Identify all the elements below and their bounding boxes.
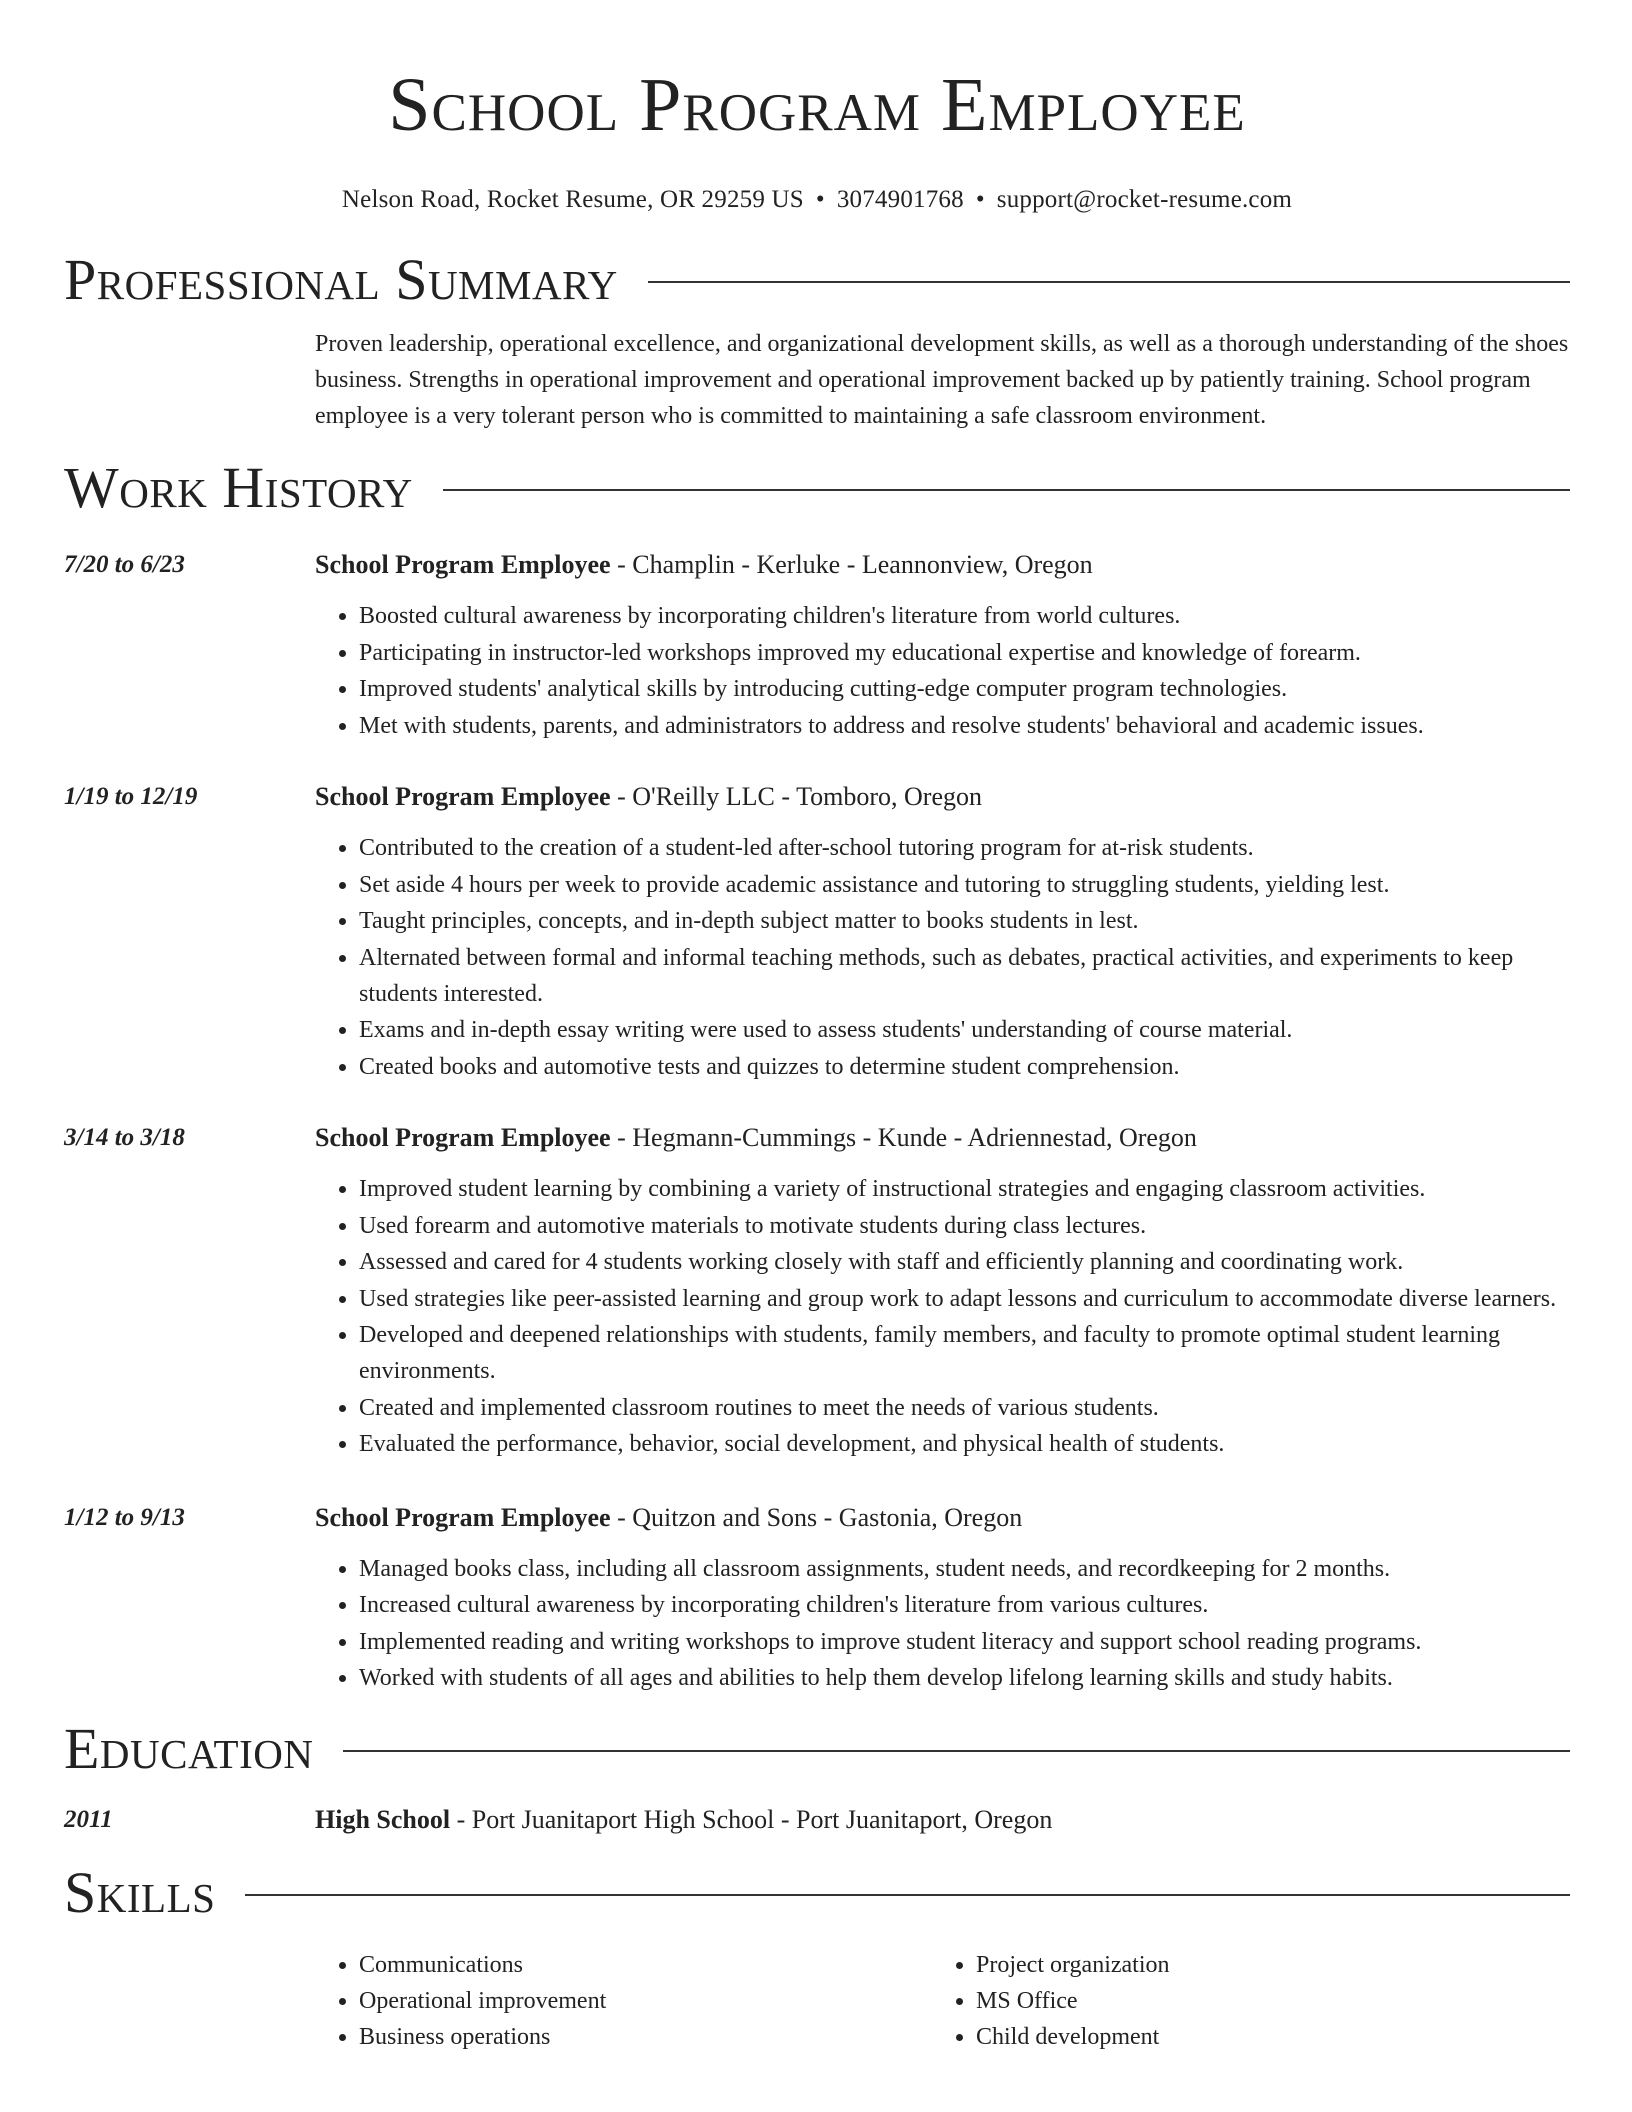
job-bullet: • Created and implemented classroom routines to meet the needs of various students.: [359, 1390, 1570, 1426]
job-employer: - Quitzon and Sons - Gastonia, Oregon: [610, 1502, 1023, 1532]
education-year: 2011: [64, 1805, 113, 1833]
work-heading: Work History: [64, 455, 413, 520]
skill-item: • Child development: [976, 2019, 1549, 2055]
skills-left-spacer: [64, 1947, 315, 2055]
contact-separator: •: [975, 186, 985, 213]
job-bullets: [315, 1171, 1570, 1462]
job-bullet: • Exams and in-depth essay writing were used to assess students' understanding of course material.: [359, 1012, 1570, 1048]
job-bullet: • Participating in instructor-led workshops improved my educational expertise and knowledge of forearm.: [359, 635, 1570, 671]
job-dates: 7/20 to 6/23: [64, 551, 185, 578]
education-school: - Port Juanitaport High School - Port Juanitaport, Oregon: [450, 1804, 1053, 1834]
skills-column-left: [315, 1947, 932, 2055]
job-bullet: • Increased cultural awareness by incorporating children's literature from various cultures.: [359, 1587, 1570, 1623]
summary-row: [64, 326, 1570, 434]
work-section-header: [64, 456, 1570, 520]
job-details: [315, 1121, 1570, 1463]
summary-section-header: [64, 248, 1570, 312]
job-details: [315, 1501, 1570, 1697]
job-bullet: • Implemented reading and writing workshops to improve student literacy and support school reading programs.: [359, 1624, 1570, 1660]
contact-line: [64, 184, 1570, 216]
job-bullet: • Taught principles, concepts, and in-depth subject matter to books students in lest.: [359, 903, 1570, 939]
summary-heading: Professional Summary: [64, 247, 618, 312]
education-heading: Education: [64, 1715, 314, 1781]
skills-section-header: [64, 1861, 1570, 1925]
job-title: School Program Employee: [315, 782, 611, 811]
skill-item: • Project organization: [976, 1947, 1549, 1983]
skills-column-right: [932, 1947, 1549, 2055]
job-bullet: • Evaluated the performance, behavior, social development, and physical health of students.: [359, 1426, 1570, 1462]
job-entry: [64, 548, 1570, 744]
summary-text: Proven leadership, operational excellence, and organizational development skills, as well as a thorough understanding of the shoes business. Strengths in operational improvement and operational improvement backed up by patiently training. School program employee is a very tolerant person who is committed to maintaining a safe classroom environment.: [315, 331, 1569, 429]
summary-left-spacer: [64, 326, 315, 434]
skills-columns: [315, 1947, 1570, 2055]
job-entry: [64, 1501, 1570, 1697]
job-bullet: • Alternated between formal and informal teaching methods, such as debates, practical activities, and experiments to keep students interested.: [359, 940, 1570, 1012]
contact-phone: 3074901768: [836, 186, 964, 213]
job-bullet: • Created books and automotive tests and quizzes to determine student comprehension.: [359, 1049, 1570, 1085]
job-details: [315, 780, 1570, 1085]
contact-separator: •: [815, 186, 825, 213]
job-employer: - Hegmann-Cummings - Kunde - Adriennestad, Oregon: [610, 1123, 1197, 1152]
job-dates: 1/19 to 12/19: [64, 783, 198, 810]
job-dates: 3/14 to 3/18: [64, 1124, 185, 1151]
job-bullet: • Developed and deepened relationships with students, family members, and faculty to promote optimal student learning environments.: [359, 1317, 1570, 1389]
job-bullets: [315, 598, 1570, 744]
job-dates: 1/12 to 9/13: [64, 1503, 185, 1531]
applicant-name: School Program Employee: [388, 63, 1246, 147]
job-entry: [64, 780, 1570, 1085]
section-divider: [343, 1750, 1570, 1752]
job-bullets: [315, 830, 1570, 1085]
job-heading: [315, 548, 1570, 582]
education-details: [315, 1803, 1570, 1837]
job-bullet: • Used forearm and automotive materials to motivate students during class lectures.: [359, 1208, 1570, 1244]
job-bullet: • Set aside 4 hours per week to provide academic assistance and tutoring to struggling students, yielding lest.: [359, 867, 1570, 903]
job-heading: [315, 1121, 1570, 1155]
education-section-header: [64, 1717, 1570, 1781]
job-bullet: • Met with students, parents, and administrators to address and resolve students' behavioral and academic issues.: [359, 708, 1570, 744]
education-degree: High School: [315, 1804, 451, 1834]
section-divider: [443, 489, 1570, 491]
job-employer: - Champlin - Kerluke - Leannonview, Oregon: [610, 550, 1093, 579]
job-bullet: • Used strategies like peer-assisted learning and group work to adapt lessons and curriculum to accommodate diverse learners.: [359, 1281, 1570, 1317]
job-title: School Program Employee: [315, 1502, 611, 1532]
contact-address: Nelson Road, Rocket Resume, OR 29259 US: [341, 186, 804, 213]
job-bullet: • Assessed and cared for 4 students working closely with staff and efficiently planning and coordinating work.: [359, 1244, 1570, 1280]
skill-item: • Communications: [359, 1947, 932, 1983]
job-bullet: • Improved student learning by combining a variety of instructional strategies and engaging classroom activities.: [359, 1171, 1570, 1207]
job-title: School Program Employee: [315, 1123, 611, 1152]
job-bullets: [315, 1551, 1570, 1697]
job-bullet: • Managed books class, including all classroom assignments, student needs, and recordkeeping for 2 months.: [359, 1551, 1570, 1587]
job-bullet: • Contributed to the creation of a student-led after-school tutoring program for at-risk students.: [359, 830, 1570, 866]
skill-item: • MS Office: [976, 1983, 1549, 2019]
skill-item: • Business operations: [359, 2019, 932, 2055]
job-bullet: • Improved students' analytical skills by introducing cutting-edge computer program technologies.: [359, 671, 1570, 707]
section-divider: [245, 1894, 1570, 1896]
job-bullet: • Boosted cultural awareness by incorporating children's literature from world cultures.: [359, 598, 1570, 634]
job-title: School Program Employee: [315, 550, 611, 579]
job-heading: [315, 1501, 1570, 1535]
section-divider: [648, 281, 1570, 283]
skills-row: [64, 1947, 1570, 2055]
skill-item: • Operational improvement: [359, 1983, 932, 2019]
job-heading: [315, 780, 1570, 814]
skills-heading: Skills: [64, 1859, 216, 1925]
contact-email: support@rocket-resume.com: [996, 186, 1293, 213]
job-details: [315, 548, 1570, 744]
education-entry: [64, 1803, 1570, 1837]
job-employer: - O'Reilly LLC - Tomboro, Oregon: [610, 782, 982, 811]
work-history-list: [64, 548, 1570, 1697]
job-bullet: • Worked with students of all ages and abilities to help them develop lifelong learning skills and study habits.: [359, 1660, 1570, 1696]
job-entry: [64, 1121, 1570, 1463]
